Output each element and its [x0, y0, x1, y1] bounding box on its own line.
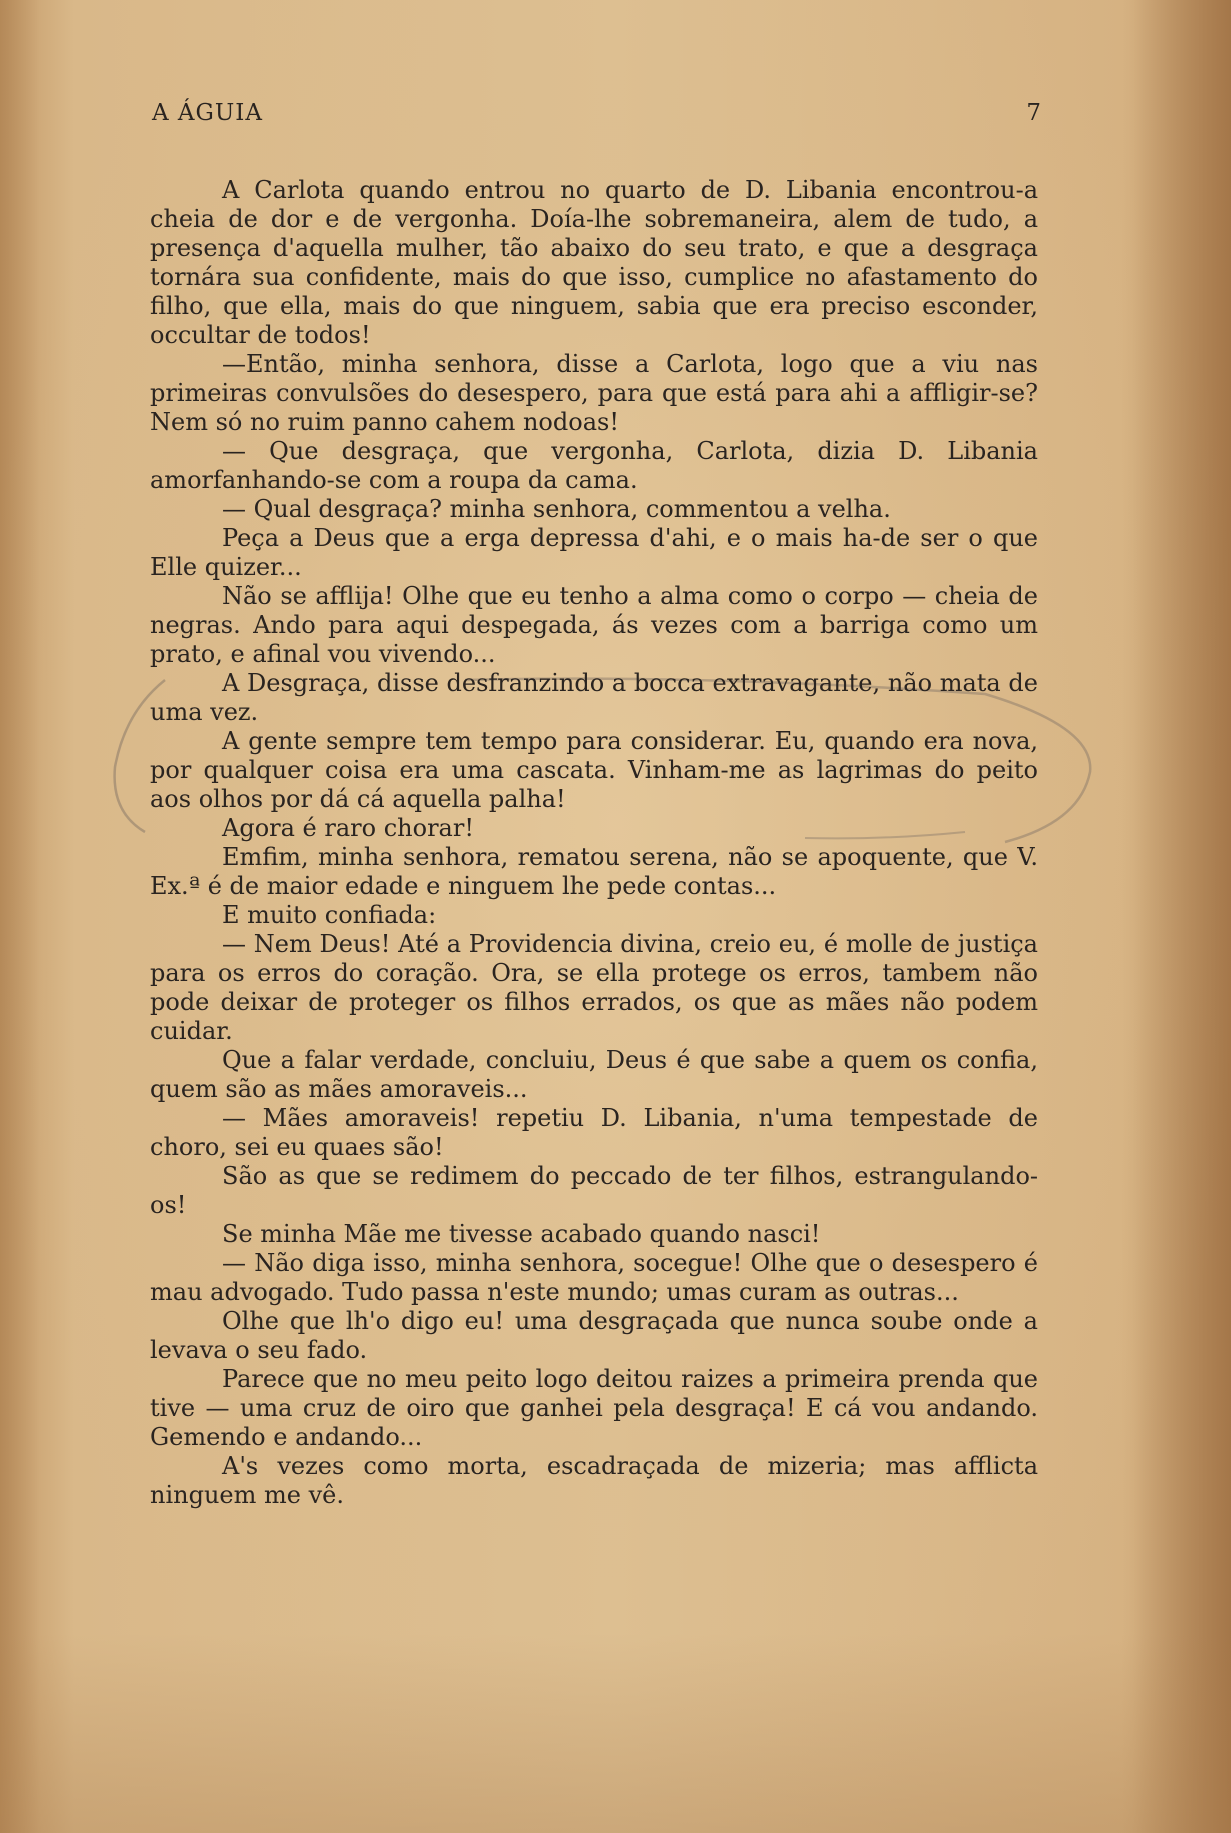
paragraph: Parece que no meu peito logo deitou raizes a primeira prenda que tive — uma cruz de oiro que ganhei pela desgraça! E cá vou andando. Gemendo e andando... [150, 1365, 1038, 1451]
paragraph: — Que desgraça, que vergonha, Carlota, dizia D. Libania amorfanhando-se com a roupa da cama. [150, 437, 1038, 494]
paragraph: Não se afflija! Olhe que eu tenho a alma como o corpo — cheia de negras. Ando para aqui despegada, ás vezes com a barriga como um prato, e afinal vou vivendo... [150, 582, 1038, 668]
paragraph: Se minha Mãe me tivesse acabado quando nasci! [222, 1220, 821, 1248]
paragraph: E muito confiada: [222, 901, 437, 929]
running-title: A ÁGUIA [152, 100, 263, 126]
paragraph: A's vezes como morta, escadraçada de mizeria; mas afflicta ninguem me vê. [150, 1452, 1038, 1509]
page-edge-stain-bottom [0, 1633, 1231, 1833]
paragraph: A Desgraça, disse desfranzindo a bocca extravagante, não mata de uma vez. [150, 669, 1038, 726]
page-header [152, 100, 1042, 136]
paragraph: São as que se redimem do peccado de ter filhos, estrangulando-os! [150, 1162, 1038, 1219]
paragraph: Agora é raro chorar! [222, 814, 474, 842]
body-text [150, 176, 1038, 1510]
paragraph: — Nem Deus! Até a Providencia divina, creio eu, é molle de justiça para os erros do coração. Ora, se ella protege os erros, tambem não pode deixar de proteger os filhos errados, os que as mães não podem cuidar. [150, 930, 1038, 1045]
paragraph: Olhe que lh'o digo eu! uma desgraçada que nunca soube onde a levava o seu fado. [150, 1307, 1038, 1364]
paragraph: Peça a Deus que a erga depressa d'ahi, e o mais ha-de ser o que Elle quizer... [150, 524, 1038, 581]
paragraph: — Não diga isso, minha senhora, socegue! Olhe que o desespero é mau advogado. Tudo passa n'este mundo; umas curam as outras... [150, 1249, 1038, 1306]
paragraph: — Qual desgraça? minha senhora, commentou a velha. [222, 495, 891, 523]
page-number: 7 [1026, 100, 1042, 126]
paragraph: —Então, minha senhora, disse a Carlota, logo que a viu nas primeiras convulsões do desespero, para que está para ahi a affligir-se? Nem só no ruim panno cahem nodoas! [150, 350, 1038, 436]
paragraph: A Carlota quando entrou no quarto de D. Libania encontrou-a cheia de dor e de vergonha. Doía-lhe sobremaneira, alem de tudo, a presença d'aquella mulher, tão abaixo do seu trato, e que a desgraça tornára sua confidente, mais do que isso, cumplice no afastamento do filho, que ella, mais do que ninguem, sabia que era preciso esconder, occultar de todos! [150, 176, 1038, 349]
paragraph: — Mães amoraveis! repetiu D. Libania, n'uma tempestade de choro, sei eu quaes são! [150, 1104, 1038, 1161]
paragraph: Que a falar verdade, concluiu, Deus é que sabe a quem os confia, quem são as mães amoraveis... [150, 1046, 1038, 1103]
paragraph: Emfim, minha senhora, rematou serena, não se apoquente, que V. Ex.ª é de maior edade e ninguem lhe pede contas... [150, 843, 1038, 900]
paragraph: A gente sempre tem tempo para considerar. Eu, quando era nova, por qualquer coisa era uma cascata. Vinham-me as lagrimas do peito aos olhos por dá cá aquella palha! [150, 727, 1038, 813]
page-edge-stain-right [1121, 0, 1231, 1833]
page-edge-stain-left [0, 0, 40, 1833]
